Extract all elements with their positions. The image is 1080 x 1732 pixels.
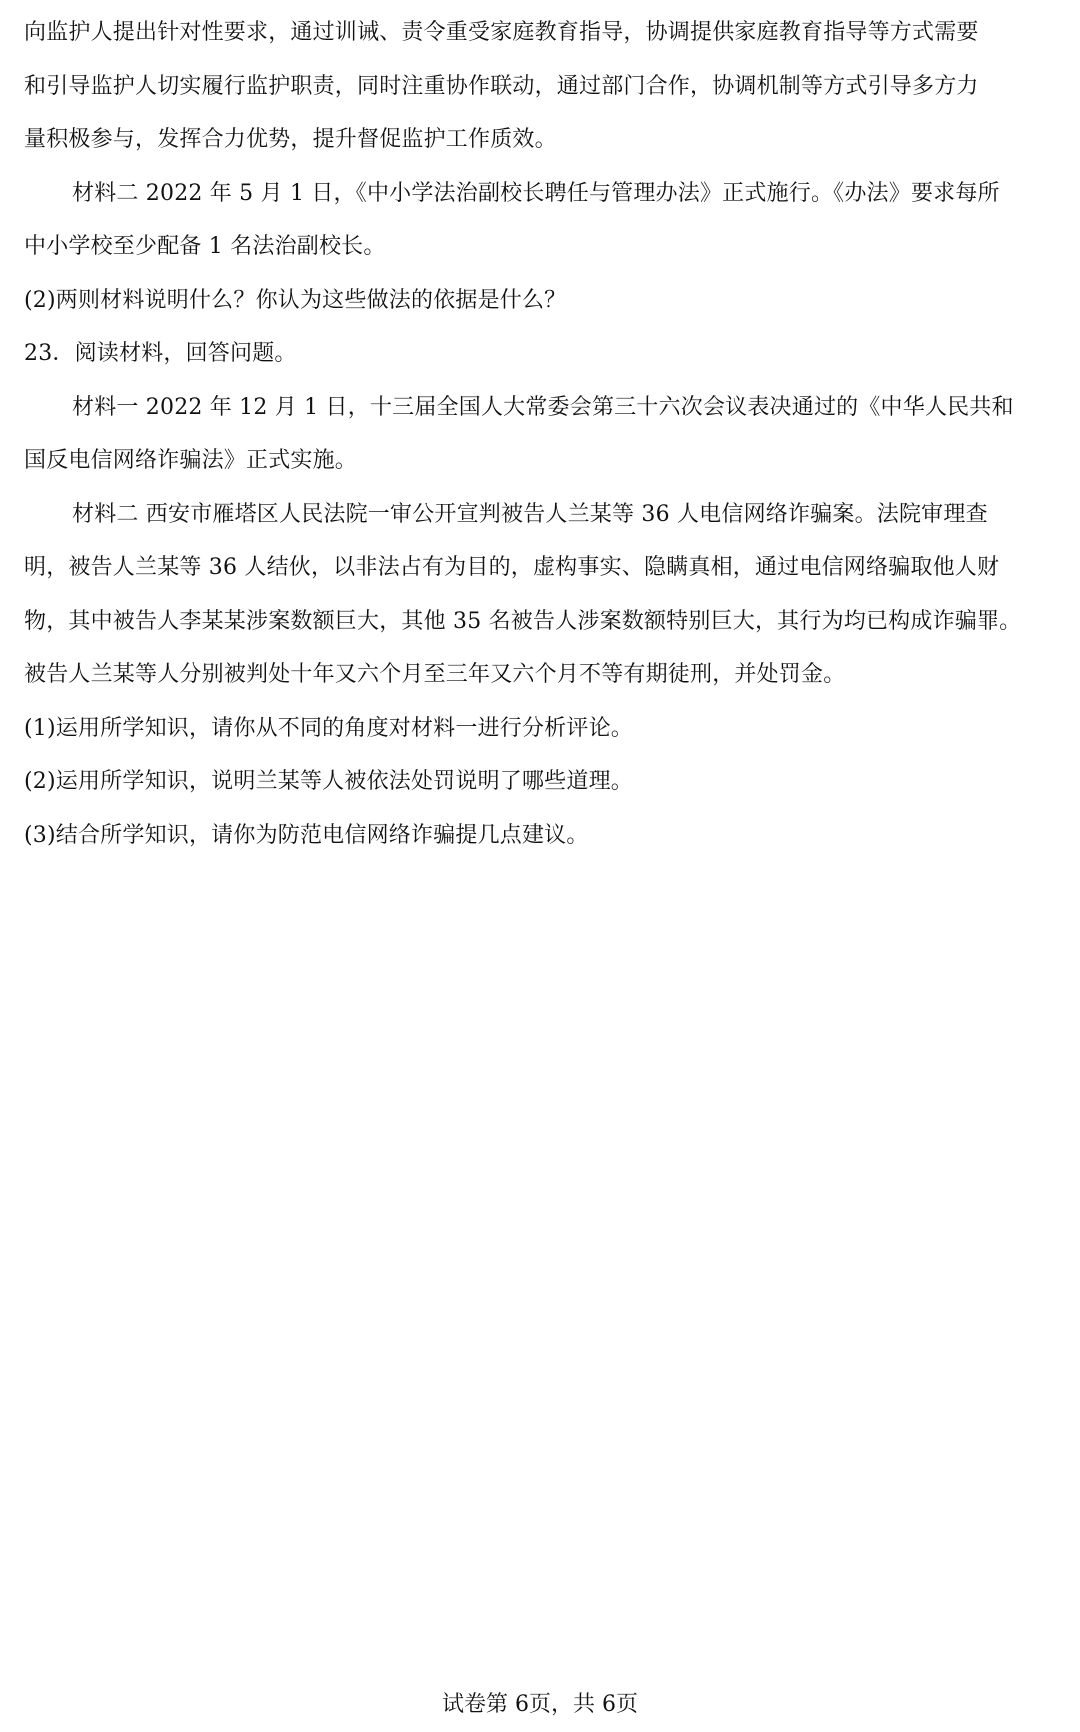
q23-material-two-line-2: 明，被告人兰某等 36 人结伙，以非法占有为目的，虚构事实、隐瞒真相，通过电信网络骗取他人财 [24, 555, 1000, 580]
question-23-heading: 23．阅读材料，回答问题。 [24, 341, 297, 366]
q23-material-two-line-1: 材料二 西安市雁塔区人民法院一审公开宣判被告人兰某等 36 人电信网络诈骗案。法院审理查 [72, 501, 988, 527]
text-line-1: 向监护人提出针对性要求，通过训诫、责令重受家庭教育指导，协调提供家庭教育指导等方式需要 [24, 20, 979, 45]
page-body [24, 6, 1060, 862]
question-23-2: (2)运用所学知识，说明兰某等人被依法处罚说明了哪些道理。 [24, 769, 633, 794]
q23-material-two-line-3: 物，其中被告人李某某涉案数额巨大，其他 35 名被告人涉案数额特别巨大，其行为均已构成诈骗罪。 [24, 608, 1022, 634]
question-23-3: (3)结合所学知识，请你为防范电信网络诈骗提几点建议。 [24, 822, 589, 848]
page-footer: 试卷第 6页，共 6页 [442, 1692, 638, 1717]
material-two-line-1: 材料二 2022 年 5 月 1 日，《中小学法治副校长聘任与管理办法》正式施行。《办法》要求每所 [72, 180, 1000, 206]
material-two-line-2: 中小学校至少配备 1 名法治副校长。 [24, 234, 386, 259]
q23-material-one-line-2: 国反电信网络诈骗法》正式实施。 [24, 448, 358, 473]
text-line-3: 量积极参与，发挥合力优势，提升督促监护工作质效。 [24, 127, 557, 152]
question-23-1: (1)运用所学知识，请你从不同的角度对材料一进行分析评论。 [24, 715, 633, 741]
question-22-2: (2)两则材料说明什么？你认为这些做法的依据是什么？ [24, 287, 567, 313]
q23-material-two-line-4: 被告人兰某等人分别被判处十年又六个月至三年又六个月不等有期徒刑，并处罚金。 [24, 662, 846, 687]
text-line-2: 和引导监护人切实履行监护职责，同时注重协作联动，通过部门合作，协调机制等方式引导多方力 [24, 73, 979, 99]
q23-material-one-line-1: 材料一 2022 年 12 月 1 日，十三届全国人大常委会第三十六次会议表决通过的《中华人民共和 [72, 394, 1014, 420]
